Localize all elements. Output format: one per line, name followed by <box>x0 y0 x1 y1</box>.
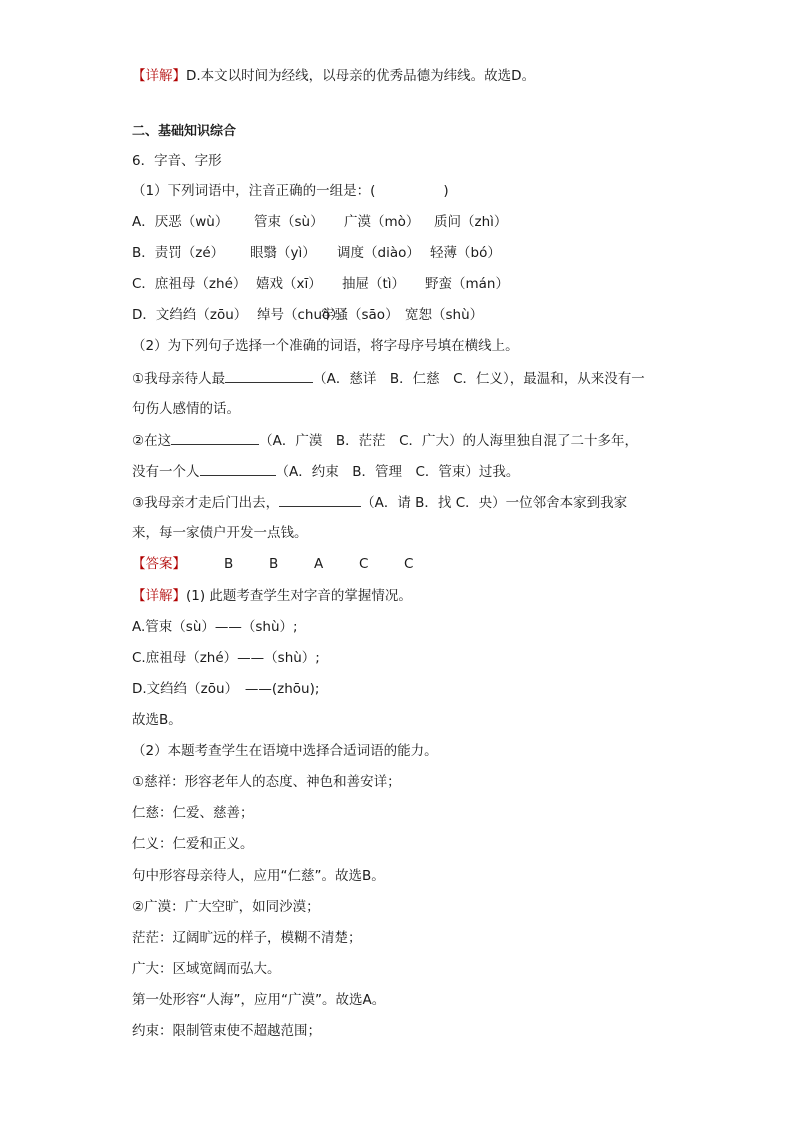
answer-value: C <box>404 556 414 572</box>
detail-tag: 【详解】 <box>132 588 186 604</box>
sentence-2-line-1: ②在这 （A．广漠 B．茫茫 C．广大）的人海里独自混了二十多年， <box>132 430 638 451</box>
answer-value: B <box>269 556 279 572</box>
answer-tag: 【答案】 <box>132 556 186 572</box>
detail-tag: 【详解】 <box>132 68 186 84</box>
explain-line-2: A.管束（sù）——（shù）; <box>132 619 298 635</box>
explain-line-4: D.文绉绉（zōu） ——(zhōu); <box>132 681 320 697</box>
answer-blank <box>225 368 313 383</box>
explain-line-9: 仁义：仁爱和正义。 <box>132 836 254 852</box>
sentence-3-line-2: 来，每一家债户开发一点钱。 <box>132 525 308 541</box>
answer-value: A <box>314 556 324 572</box>
explain-line-14: 第一处形容“人海”，应用“广漠”。故选A。 <box>132 992 386 1008</box>
explain-line-13: 广大：区域宽阔而弘大。 <box>132 961 281 977</box>
answer-blank <box>200 461 276 476</box>
answer-value: C <box>359 556 369 572</box>
sentence-3-line-1: ③我母亲才走后门出去， （A．请 B．找 C．央）一位邻舍本家到我家 <box>132 492 627 513</box>
answer-line <box>132 554 413 574</box>
intro-text: D.本文以时间为经线，以母亲的优秀品德为纬线。故选D。 <box>186 68 536 84</box>
option-d: D．文绉绉（zōu） 绰号（chuò）牢骚（sāo） 宽恕（shù） <box>132 307 484 323</box>
explain-line-3: C.庶祖母（zhé）——（shù）; <box>132 650 320 666</box>
sentence-1-line-1: ①我母亲待人最 （A．慈详 B．仁慈 C．仁义），最温和，从来没有一 <box>132 368 645 389</box>
explain-line-1: 【详解】(1) 此题考查学生对字音的掌握情况。 <box>132 588 412 604</box>
question-6-title: 6．字音、字形 <box>132 153 222 169</box>
sentence-2-line-2: 没有一个人 （A．约束 B．管理 C．管束）过我。 <box>132 461 519 482</box>
answer-blank <box>171 430 259 445</box>
answer-blank <box>279 492 361 507</box>
explain-line-11: ②广漠：广大空旷，如同沙漠； <box>132 899 320 915</box>
option-b: B．责罚（zé） 眼翳（yì） 调度（diào） 轻薄（bó） <box>132 245 501 261</box>
sentence-1-line-2: 句伤人感情的话。 <box>132 401 240 417</box>
explain-line-12: 茫茫：辽阔旷远的样子，模糊不清楚； <box>132 930 362 946</box>
explain-line-15: 约束：限制管束使不超越范围； <box>132 1023 321 1039</box>
question-6-1-prompt: （1）下列词语中，注音正确的一组是：( ) <box>132 183 449 199</box>
explain-line-7: ①慈祥：形容老年人的态度、神色和善安详； <box>132 774 401 790</box>
explain-line-6: （2）本题考查学生在语境中选择合适词语的能力。 <box>132 743 438 759</box>
question-6-2-prompt: （2）为下列句子选择一个准确的词语，将字母序号填在横线上。 <box>132 338 519 354</box>
option-a: A．厌恶（wù） 管束（sù） 广漠（mò） 质问（zhì） <box>132 214 508 230</box>
explain-line-8: 仁慈：仁爱、慈善； <box>132 805 254 821</box>
option-c: C．庶祖母（zhé） 嬉戏（xī） 抽屉（tì） 野蛮（mán） <box>132 276 509 292</box>
section-title: 二、基础知识综合 <box>132 124 237 139</box>
explain-line-10: 句中形容母亲待人，应用“仁慈”。故选B。 <box>132 868 385 884</box>
intro-line <box>132 66 535 86</box>
explain-line-5: 故选B。 <box>132 712 182 728</box>
answer-value: B <box>224 556 234 572</box>
